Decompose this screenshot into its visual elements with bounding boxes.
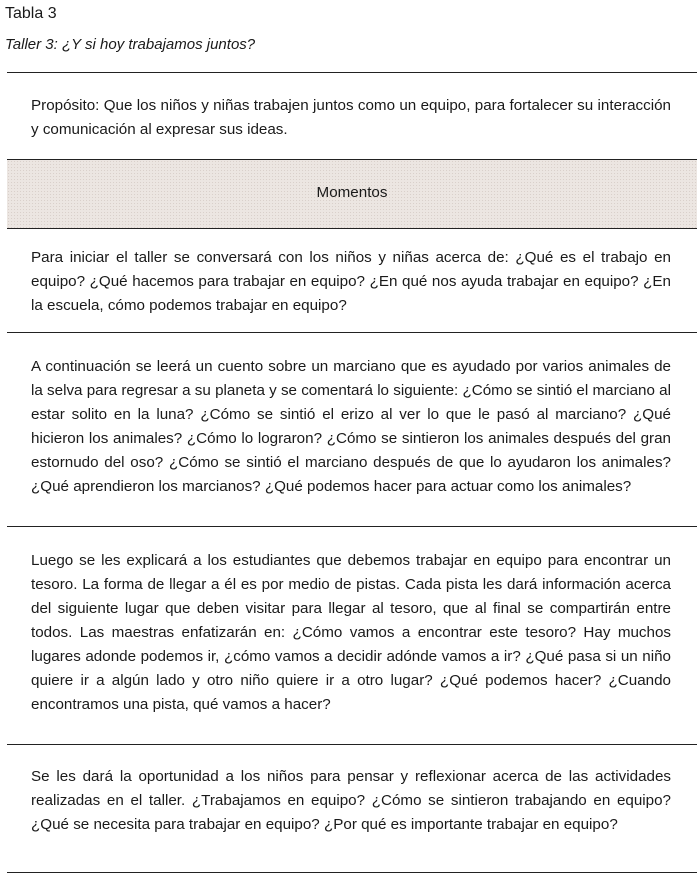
- moment-1-text: Para iniciar el taller se conversará con los niños y niñas acerca de: ¿Qué es el trabajo en equipo? ¿Qué hacemos para trabajar en equipo? ¿En qué nos ayuda trabajar en equipo? ¿En la escuela, cómo podemos trabajar en equipo?: [31, 249, 671, 314]
- moment-2-rule: [7, 526, 697, 527]
- moment-2-text: A continuación se leerá un cuento sobre un marciano que es ayudado por varios animales de la selva para regresar a su planeta y se comentará lo siguiente: ¿Cómo se sintió el marciano al estar solito en la luna? ¿Cómo se sintió el erizo al ver lo que le pasó al marciano? ¿Qué hicieron los animales? ¿Cómo lo lograron? ¿Cómo se sintieron los animales después del gran estornudo del oso? ¿Cómo se sintió el marciano después de que lo ayudaron los animales? ¿Qué aprendieron los marcianos? ¿Qué podemos hacer para actuar como los animales?: [31, 358, 671, 495]
- moments-header-rule: [7, 228, 697, 229]
- table-top-rule: [7, 72, 697, 73]
- moment-3-rule: [7, 744, 697, 745]
- moments-header: Momentos: [316, 184, 388, 201]
- table-caption: Taller 3: ¿Y si hoy trabajamos juntos?: [5, 36, 256, 53]
- moment-4-text: Se les dará la oportunidad a los niños para pensar y reflexionar acerca de las actividades realizadas en el taller. ¿Trabajamos en equipo? ¿Cómo se sintieron trabajando en equipo? ¿Qué se necesita para trabajar en equipo? ¿Por qué es importante trabajar en equipo?: [31, 768, 671, 833]
- table-bottom-rule: [7, 872, 697, 873]
- moment-3-text: Luego se les explicará a los estudiantes que debemos trabajar en equipo para encontrar un tesoro. La forma de llegar a él es por medio de pistas. Cada pista les dará información acerca del siguiente lugar que deben visitar para llegar al tesoro, que al final se compartirán entre todos. Las maestras enfatizarán en: ¿Cómo vamos a encontrar este tesoro? Hay muchos lugares adonde podemos ir, ¿cómo vamos a decidir adónde vamos a ir? ¿Qué pasa si un niño quiere ir a algún lado y otro niño quiere ir a otro lugar? ¿Qué podemos hacer? ¿Cuando encontramos una pista, qué vamos a hacer?: [31, 552, 671, 713]
- table-label: Tabla 3: [5, 5, 57, 22]
- moment-1-rule: [7, 332, 697, 333]
- purpose-text: Propósito: Que los niños y niñas trabajen juntos como un equipo, para fortalecer su interacción y comunicación al expresar sus ideas.: [31, 97, 671, 138]
